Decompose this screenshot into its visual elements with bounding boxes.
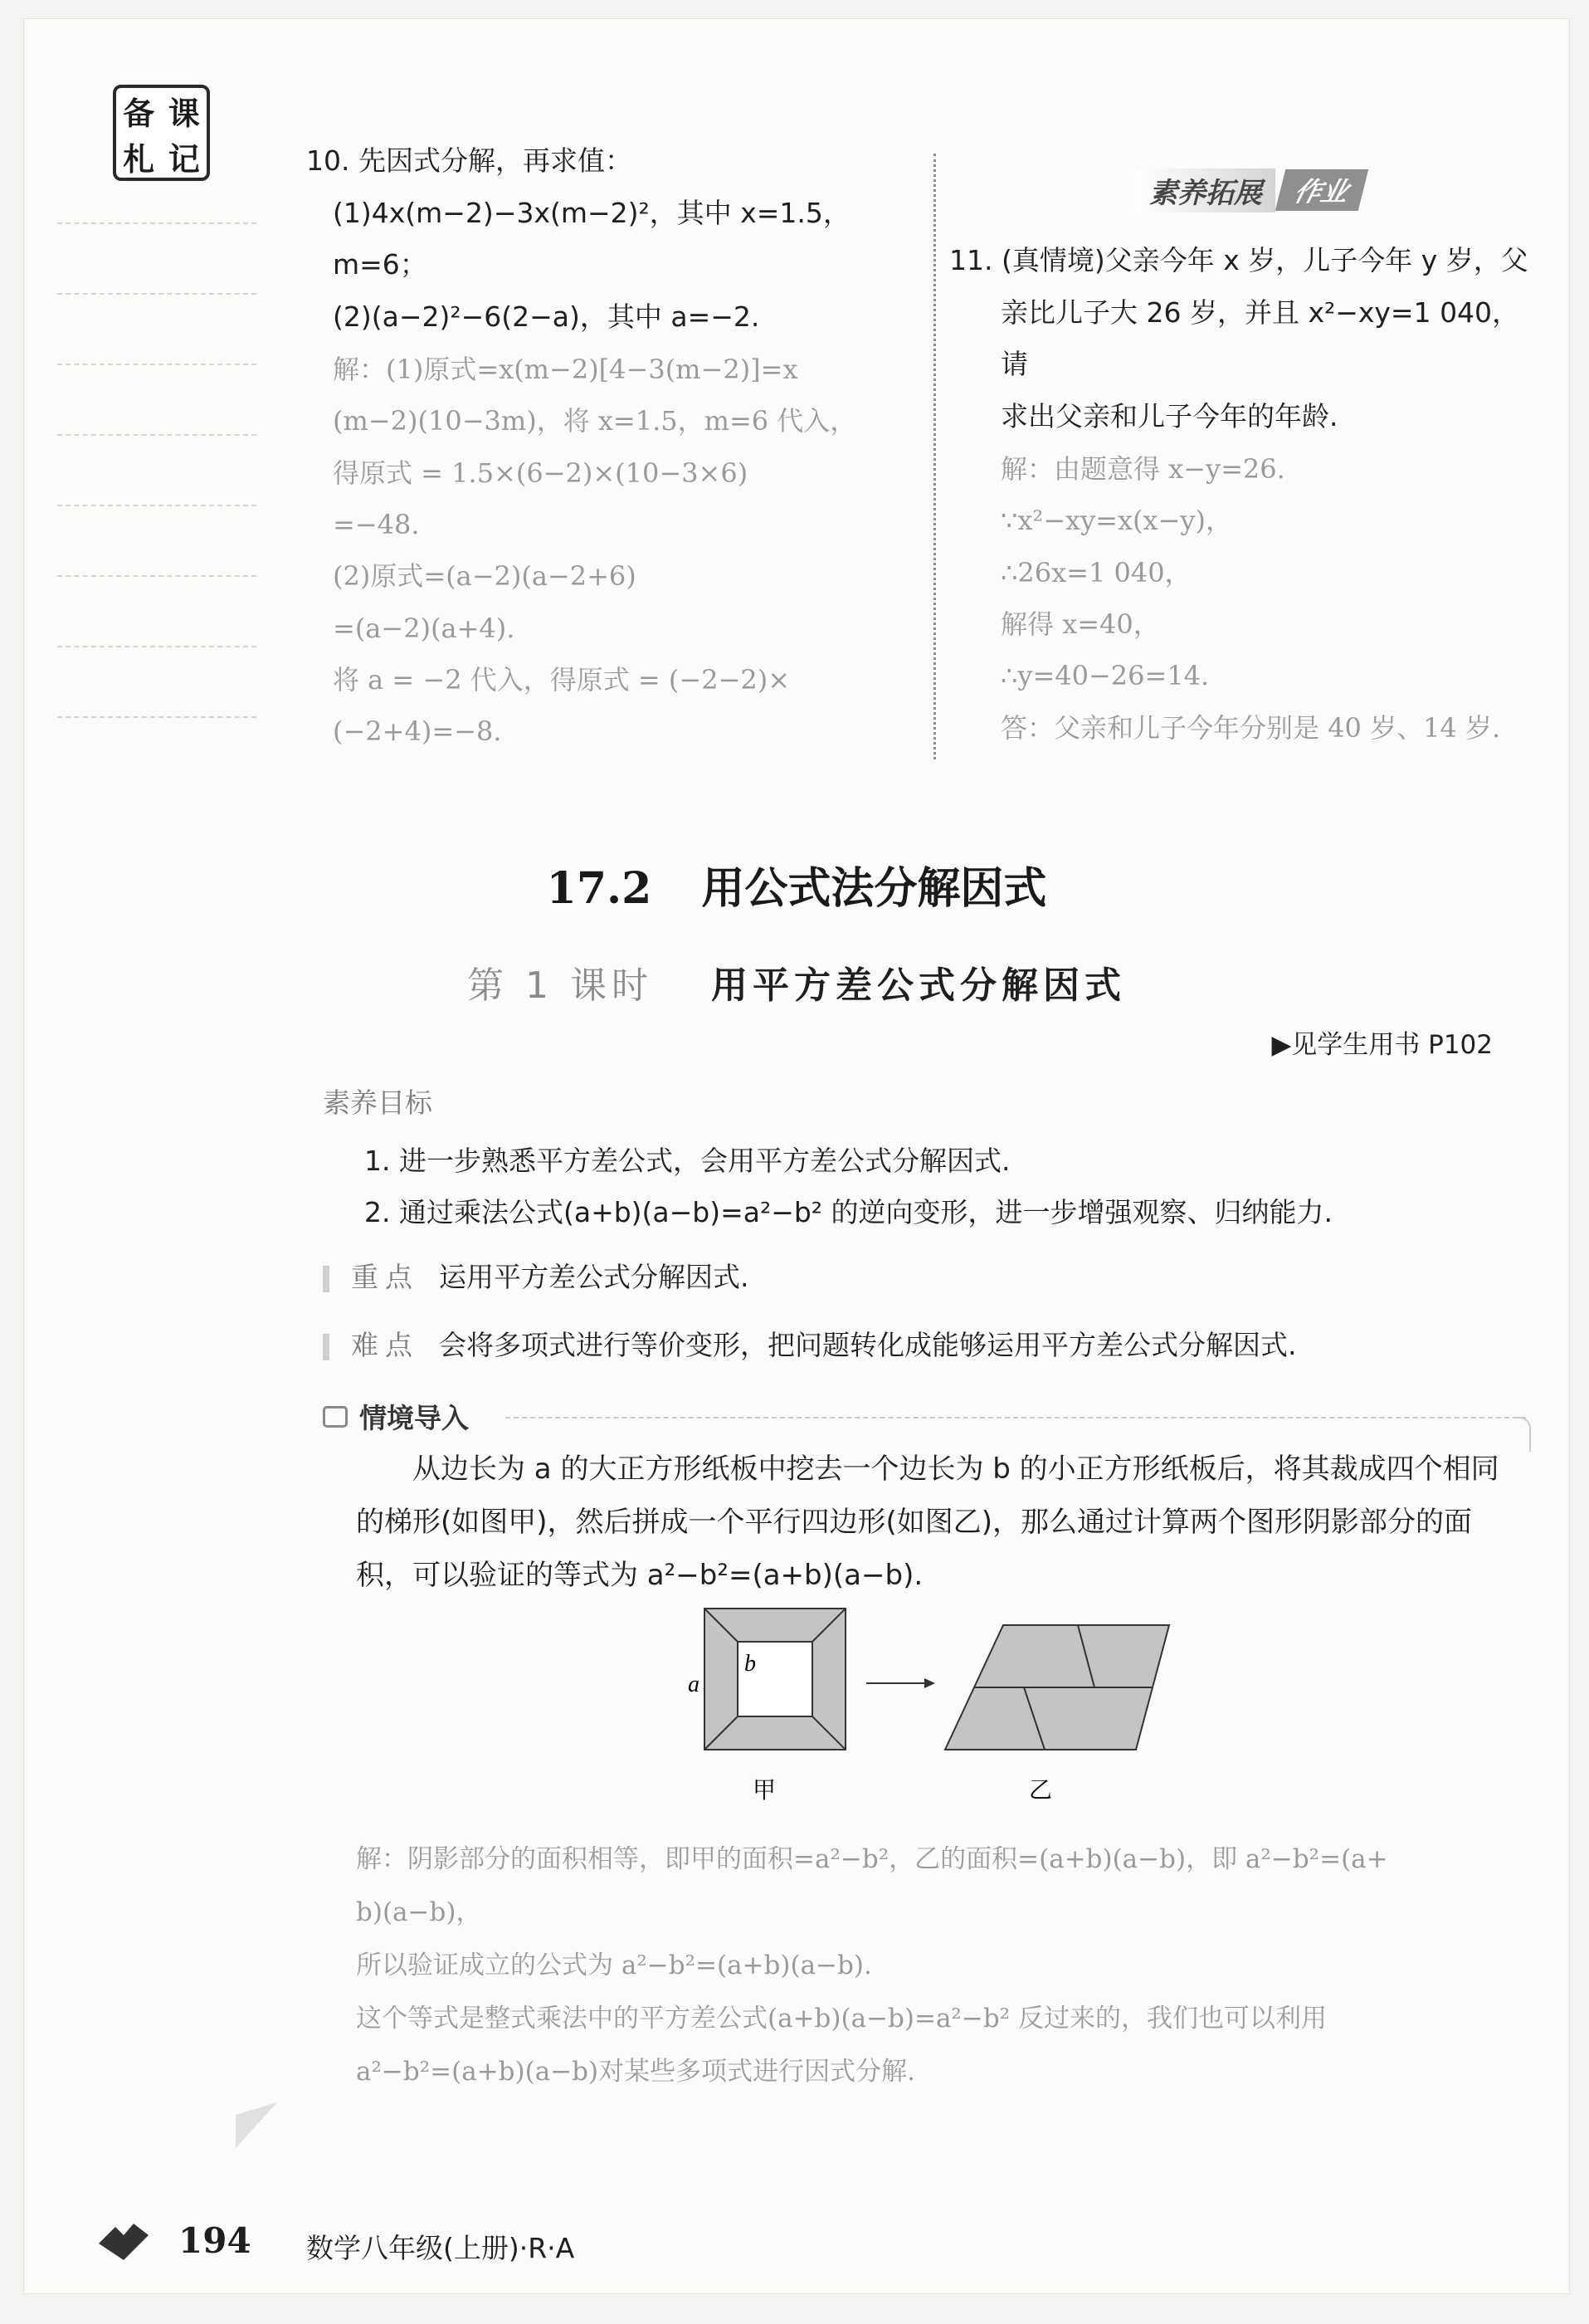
question-10 — [306, 135, 920, 758]
solution-line: b)(a−b)， — [356, 1897, 482, 1927]
margin-rule — [57, 293, 256, 295]
caption-jia: 甲 — [752, 1776, 777, 1804]
page-number: 194 — [178, 2220, 251, 2261]
answer-line: 将 a = −2 代入，得原式 = (−2−2)× — [333, 664, 791, 696]
q10-part1a: (1)4x(m−2)−3x(m−2)²，其中 x=1.5， — [333, 196, 851, 229]
q11-stem: 11. (真情境)父亲今年 x 岁，儿子今年 y 岁，父 — [949, 244, 1528, 276]
section-badge — [1136, 168, 1363, 212]
margin-rule — [57, 434, 256, 436]
goal-item: 2. 通过乘法公式(a+b)(a−b)=a²−b² 的逆向变形，进一步增强观察、归纳能力. — [364, 1196, 1333, 1228]
section-name: 用公式法分解因式 — [701, 864, 1047, 914]
lesson-label: 第 1 课时 — [467, 964, 653, 1007]
q10-part2: (2)(a−2)²−6(2−a)，其中 a=−2. — [333, 300, 760, 334]
intro-line: 积，可以验证的等式为 a²−b²=(a+b)(a−b). — [356, 1559, 924, 1592]
section-title — [24, 853, 1569, 915]
intro-line: 从边长为 a 的大正方形纸板中挖去一个边长为 b 的小正方形纸板后，将其裁成四个相同 — [412, 1452, 1499, 1486]
question-11 — [949, 235, 1547, 754]
book-reference: ▶见学生用书 P102 — [1271, 1030, 1493, 1060]
difficulty-label: 难点 — [351, 1329, 419, 1361]
answer-line: 解得 x=40， — [1001, 608, 1160, 640]
intro-heading-text: 情境导入 — [359, 1402, 469, 1434]
column-divider — [933, 154, 936, 759]
margin-rule — [57, 505, 256, 506]
solution-line: 解：阴影部分的面积相等，即甲的面积=a²−b²，乙的面积=(a+b)(a−b)，即 a²−b²=(a+ — [356, 1844, 1388, 1874]
caption-yi: 乙 — [1028, 1776, 1053, 1804]
figure-yi — [945, 1625, 1169, 1804]
figure-square-parallelogram — [671, 1600, 1202, 1824]
answer-line: ∴26x=1 040， — [1001, 556, 1192, 588]
answer-line: 解：(1)原式=x(m−2)[4−3(m−2)]=x — [333, 353, 798, 385]
goal-item: 1. 进一步熟悉平方差公式，会用平方差公式分解因式. — [364, 1145, 1011, 1177]
difficulty-text: 会将多项式进行等价变形，把问题转化成能够运用平方差公式分解因式. — [439, 1329, 1297, 1361]
margin-note-char: 备 — [123, 95, 155, 132]
chat-icon — [323, 1406, 348, 1428]
q10-part1b: m=6； — [333, 248, 427, 281]
q10-answer — [306, 344, 920, 758]
answer-line: 答：父亲和儿子今年分别是 40 岁、14 岁. — [1001, 711, 1501, 744]
page-ornament-icon — [90, 2219, 173, 2265]
solution — [356, 1833, 1543, 2098]
book-title: 数学八年级(上册)·R·A — [306, 2232, 575, 2264]
badge-tag: 作业 — [1275, 169, 1368, 211]
key-point — [323, 1256, 749, 1295]
answer-line: 得原式 = 1.5×(6−2)×(10−3×6) — [333, 456, 748, 489]
margin-note-char: 札 — [123, 141, 155, 178]
answer-line: (2)原式=(a−2)(a−2+6) — [333, 560, 636, 593]
answer-line: =(a−2)(a+4). — [333, 612, 515, 644]
goals-heading: 素养目标 — [323, 1086, 432, 1119]
intro-heading — [323, 1397, 469, 1436]
margin-rule — [57, 716, 256, 718]
key-point-label: 重点 — [351, 1261, 419, 1293]
answer-line: ∴y=40−26=14. — [1001, 660, 1210, 692]
solution-line: 所以验证成立的公式为 a²−b²=(a+b)(a−b). — [356, 1950, 872, 1980]
figure-jia — [688, 1609, 846, 1804]
margin-rule — [57, 575, 256, 577]
margin-note-char: 课 — [168, 95, 200, 132]
arrow — [866, 1678, 935, 1688]
margin-note-char: 记 — [168, 141, 200, 178]
intro-line: 的梯形(如图甲)，然后拼成一个平行四边形(如图乙)，那么通过计算两个图形阴影部分的面 — [356, 1506, 1473, 1539]
lesson-name: 用平方差公式分解因式 — [710, 964, 1126, 1007]
solution-line: a²−b²=(a+b)(a−b)对某些多项式进行因式分解. — [356, 2057, 915, 2087]
q11-stem: 求出父亲和儿子今年的年龄. — [1001, 400, 1338, 433]
answer-line: (−2+4)=−8. — [333, 715, 502, 748]
lesson-title — [24, 955, 1569, 1008]
answer-line: 解：由题意得 x−y=26. — [1001, 452, 1285, 485]
q11-answer — [949, 443, 1547, 754]
margin-note-box — [113, 85, 210, 181]
page — [23, 18, 1570, 2294]
key-point-marker — [323, 1266, 329, 1292]
key-point-text: 运用平方差公式分解因式. — [439, 1261, 749, 1293]
answer-line: ∵x²−xy=x(x−y)， — [1001, 505, 1232, 537]
q10-stem: 10. 先因式分解，再求值： — [306, 144, 632, 177]
badge-label: 素养拓展 — [1136, 168, 1275, 212]
margin-rule — [57, 646, 256, 647]
difficulty-marker — [323, 1334, 329, 1360]
intro-rule — [505, 1417, 1526, 1418]
solution-line: 这个等式是整式乘法中的平方差公式(a+b)(a−b)=a²−b² 反过来的，我们也可以利用 — [356, 2004, 1327, 2034]
margin-rule — [57, 222, 256, 224]
label-a: a — [688, 1672, 699, 1697]
section-number: 17.2 — [546, 863, 652, 914]
q11-stem: 亲比儿子大 26 岁，并且 x²−xy=1 040，请 — [1001, 295, 1520, 381]
label-b: b — [744, 1651, 756, 1677]
corner-decoration — [236, 2102, 302, 2152]
margin-rule — [57, 364, 256, 365]
intro-paragraph — [356, 1443, 1543, 1602]
answer-line: (m−2)(10−3m)，将 x=1.5，m=6 代入， — [333, 405, 857, 437]
difficulty — [323, 1324, 1297, 1363]
answer-line: =−48. — [333, 508, 420, 540]
